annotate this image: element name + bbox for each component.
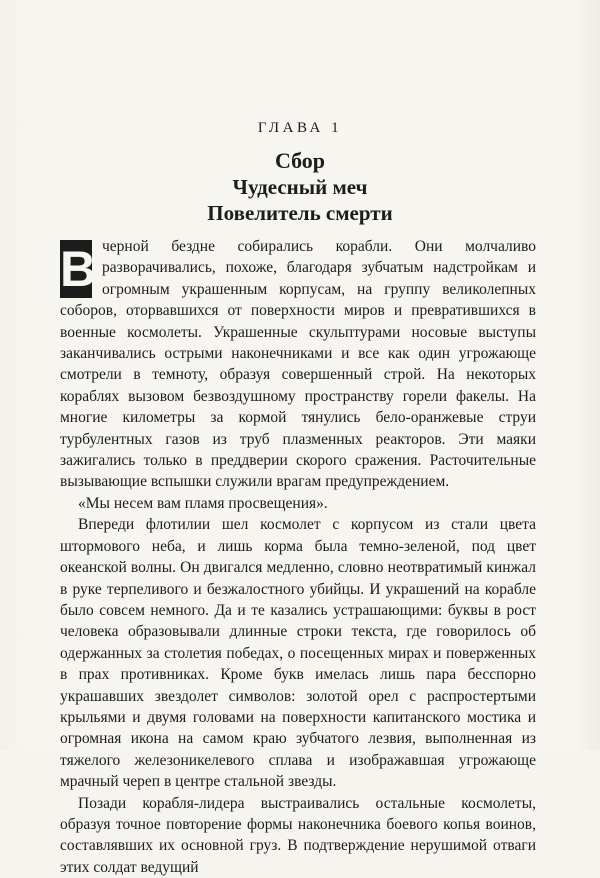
chapter-label: ГЛАВА 1: [257, 120, 343, 136]
paragraph-3: Впереди флотилии шел космолет с корпусом из стали цвета штормового неба, и лишь корма была темно-зеленой, под цвет океанской волны. Он двигался медленно, словно неотвратимый кинжал в руке терпеливого и безжалостного убийцы. И украшений на корабле было совсем немного. Да и те казались устрашающими: буквы в рост человека образовывали длинные строки текста, где говорилось об одержанных за столетия победах, о посещенных мирах и поверженных в прах противниках. Кроме букв имелась лишь пара бесспорно украшавших звездолет символов: золотой орел с распростертыми крыльями и двумя головами на поверхности капитанского мостика и огромная икона на самом краю зубчатого лезвия, выполненная из тяжелого железоникелевого сплава и изображавшая угрожающе мрачный череп в центре стальной звезды.: [60, 516, 536, 791]
paragraph-1-text: черной бездне собирались корабли. Они молчаливо разворачивались, похоже, благодаря зубчатым надстройкам и огромным украшенным корпусам, на группу великолепных соборов, оторвавшихся от поверхности миров и превратившихся в военные космолеты. Украшенные скульптурами носовые выступы заканчивались острыми наконечниками и все как один угрожающе смотрели в темноту, образуя совершенный строй. На некоторых кораблях вызовом безвоздушному пространству горели факелы. На многие километры за кормой тянулись бело-оранжевые струи турбулентных газов из труб плазменных реакторов. Эти маяки зажигались только в преддверии скорого сражения. Расточительные вызывающие вспышки служили врагам предупреждением.: [60, 238, 536, 491]
chapter-title-2: Чудесный меч: [232, 175, 368, 199]
paragraph-4: Позади корабля-лидера выстраивались остальные космолеты, образуя точное повторение формы наконечника боевого копья воинов, составлявших их основной груз. В подтверждение нерушимой отваги этих солдат ведущий: [60, 794, 536, 876]
drop-cap: В: [60, 241, 97, 297]
chapter-title-3: Повелитель смерти: [207, 201, 393, 225]
chapter-body: [60, 236, 536, 878]
paragraph-1: [60, 236, 536, 493]
chapter-title-1: Сбор: [274, 148, 326, 173]
paragraph-2: «Мы несем вам пламя просвещения».: [78, 494, 328, 512]
